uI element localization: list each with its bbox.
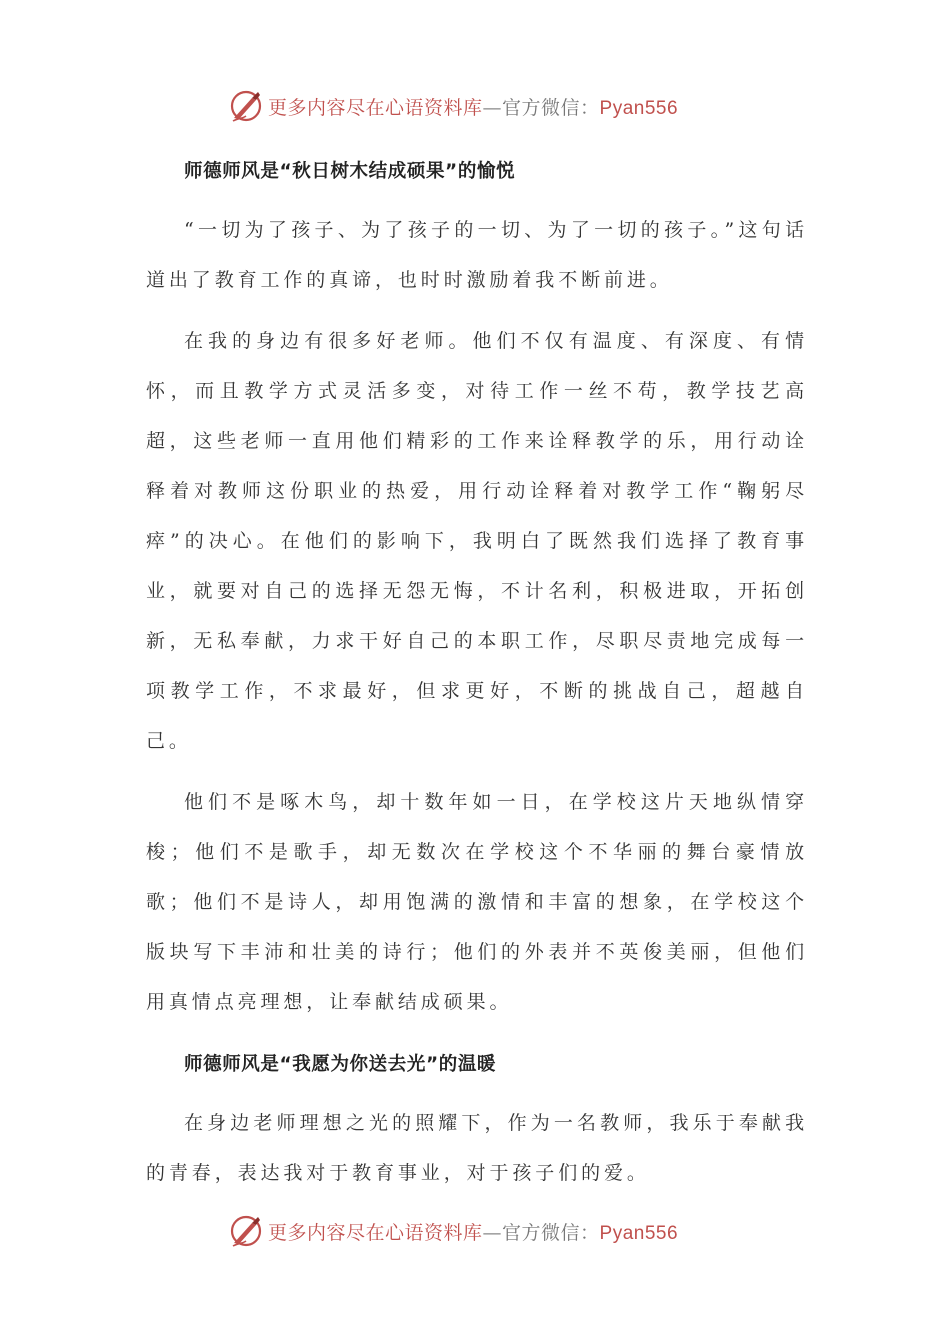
wechat-label: 官方微信： xyxy=(502,96,600,119)
article-body xyxy=(146,150,808,1198)
paragraph-1: “一切为了孩子、为了孩子的一切、为了一切的孩子。”这句话道出了教育工作的真谛，也时时激励着我不断前进。 xyxy=(146,219,808,291)
section-heading-1: 师德师风是“秋日树木结成硕果”的愉悦 xyxy=(184,161,516,182)
banner-text xyxy=(268,93,678,120)
banner-text xyxy=(268,1218,678,1245)
section-heading-2: 师德师风是“我愿为你送去光”的温暖 xyxy=(184,1054,497,1075)
banner-separator: — xyxy=(482,1221,503,1244)
pen-logo-icon xyxy=(228,1213,264,1249)
wechat-label: 官方微信： xyxy=(502,1221,600,1244)
footer-banner xyxy=(228,1211,748,1251)
wechat-id: Pyan556 xyxy=(599,1222,679,1244)
banner-separator: — xyxy=(482,96,503,119)
wechat-id: Pyan556 xyxy=(599,97,679,119)
brand-text: 更多内容尽在心语资料库 xyxy=(268,1221,483,1244)
paragraph-3: 他们不是啄木鸟，却十数年如一日，在学校这片天地纵情穿梭；他们不是歌手，却无数次在学校这个不华丽的舞台豪情放歌；他们不是诗人，却用饱满的激情和丰富的想象，在学校这个版块写下丰沛和壮美的诗行；他们的外表并不英俊美丽，但他们用真情点亮理想，让奉献结成硕果。 xyxy=(146,791,808,1013)
paragraph-2: 在我的身边有很多好老师。他们不仅有温度、有深度、有情怀，而且教学方式灵活多变，对待工作一丝不苟，教学技艺高超，这些老师一直用他们精彩的工作来诠释教学的乐，用行动诠释着对教师这份职业的热爱，用行动诠释着对教学工作“鞠躬尽瘁”的决心。在他们的影响下，我明白了既然我们选择了教育事业，就要对自己的选择无怨无悔，不计名利，积极进取，开拓创新，无私奉献，力求干好自己的本职工作，尽职尽责地完成每一项教学工作，不求最好，但求更好，不断的挑战自己，超越自己。 xyxy=(146,330,808,752)
header-banner xyxy=(228,86,748,126)
paragraph-4: 在身边老师理想之光的照耀下，作为一名教师，我乐于奉献我的青春，表达我对于教育事业，对于孩子们的爱。 xyxy=(146,1112,808,1184)
brand-text: 更多内容尽在心语资料库 xyxy=(268,96,483,119)
pen-logo-icon xyxy=(228,88,264,124)
